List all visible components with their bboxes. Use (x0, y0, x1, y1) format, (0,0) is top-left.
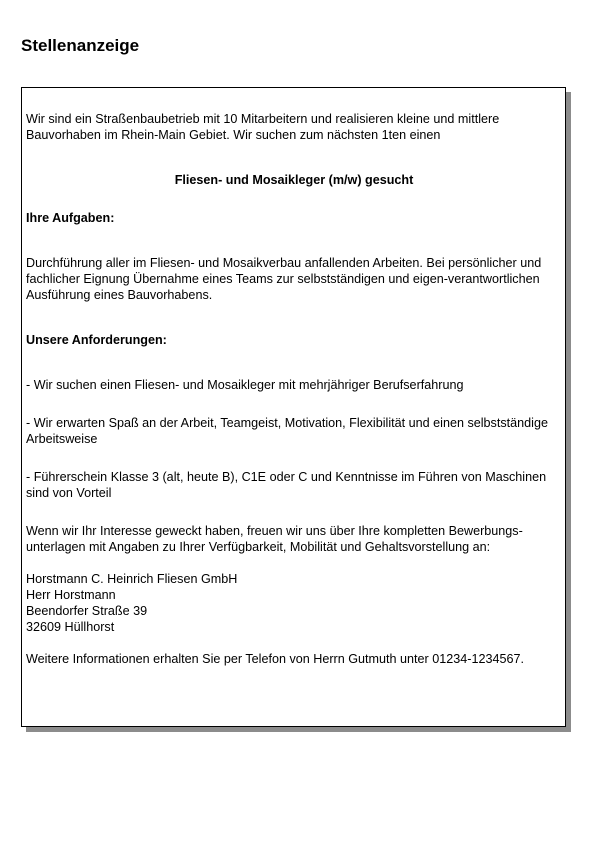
more-info-text: Weitere Informationen erhalten Sie per Telefon von Herrn Gutmuth unter 01234-1234567. (26, 652, 524, 666)
requirement-item: - Wir erwarten Spaß an der Arbeit, Teamgeist, Motivation, Flexibilität und einen selbstständige Arbeitsweise (26, 416, 548, 446)
address-city: 32609 Hüllhorst (26, 620, 115, 634)
intro-text: Wir sind ein Straßenbaubetrieb mit 10 Mitarbeitern und realisieren kleine und mittlere Bauvorhaben im Rhein-Main Gebiet. Wir suchen zum nächsten 1ten einen (26, 112, 500, 142)
tasks-text: Durchführung aller im Fliesen- und Mosaikverbau anfallenden Arbeiten. Bei persönlicher und fachlicher Eignung Übernahme eines Teams zur selbstständigen und eigen-verantwortlichen Ausführung eines Bauvorhabens. (26, 256, 542, 302)
job-ad-content (26, 111, 562, 667)
requirements-heading: Unsere Anforderungen: (26, 333, 167, 347)
job-title: Fliesen- und Mosaikleger (m/w) gesucht (174, 173, 414, 187)
tasks-heading: Ihre Aufgaben: (26, 211, 115, 225)
requirement-item: - Wir suchen einen Fliesen- und Mosaikleger mit mehrjähriger Berufserfahrung (26, 378, 464, 392)
address-street: Beendorfer Straße 39 (26, 604, 148, 618)
requirement-item: - Führerschein Klasse 3 (alt, heute B), C1E oder C und Kenntnisse im Führen von Maschinen sind von Vorteil (26, 470, 547, 500)
address-company: Horstmann C. Heinrich Fliesen GmbH (26, 572, 238, 586)
closing-text: Wenn wir Ihr Interesse geweckt haben, freuen wir uns über Ihre kompletten Bewerbungs-unterlagen mit Angaben zu Ihrer Verfügbarkeit, Mobilität und Gehaltsvorstellung an: (26, 524, 523, 554)
contact-address (26, 571, 562, 635)
job-ad-box (21, 87, 566, 727)
address-contact: Herr Horstmann (26, 588, 116, 602)
page-title: Stellenanzeige (21, 36, 140, 55)
